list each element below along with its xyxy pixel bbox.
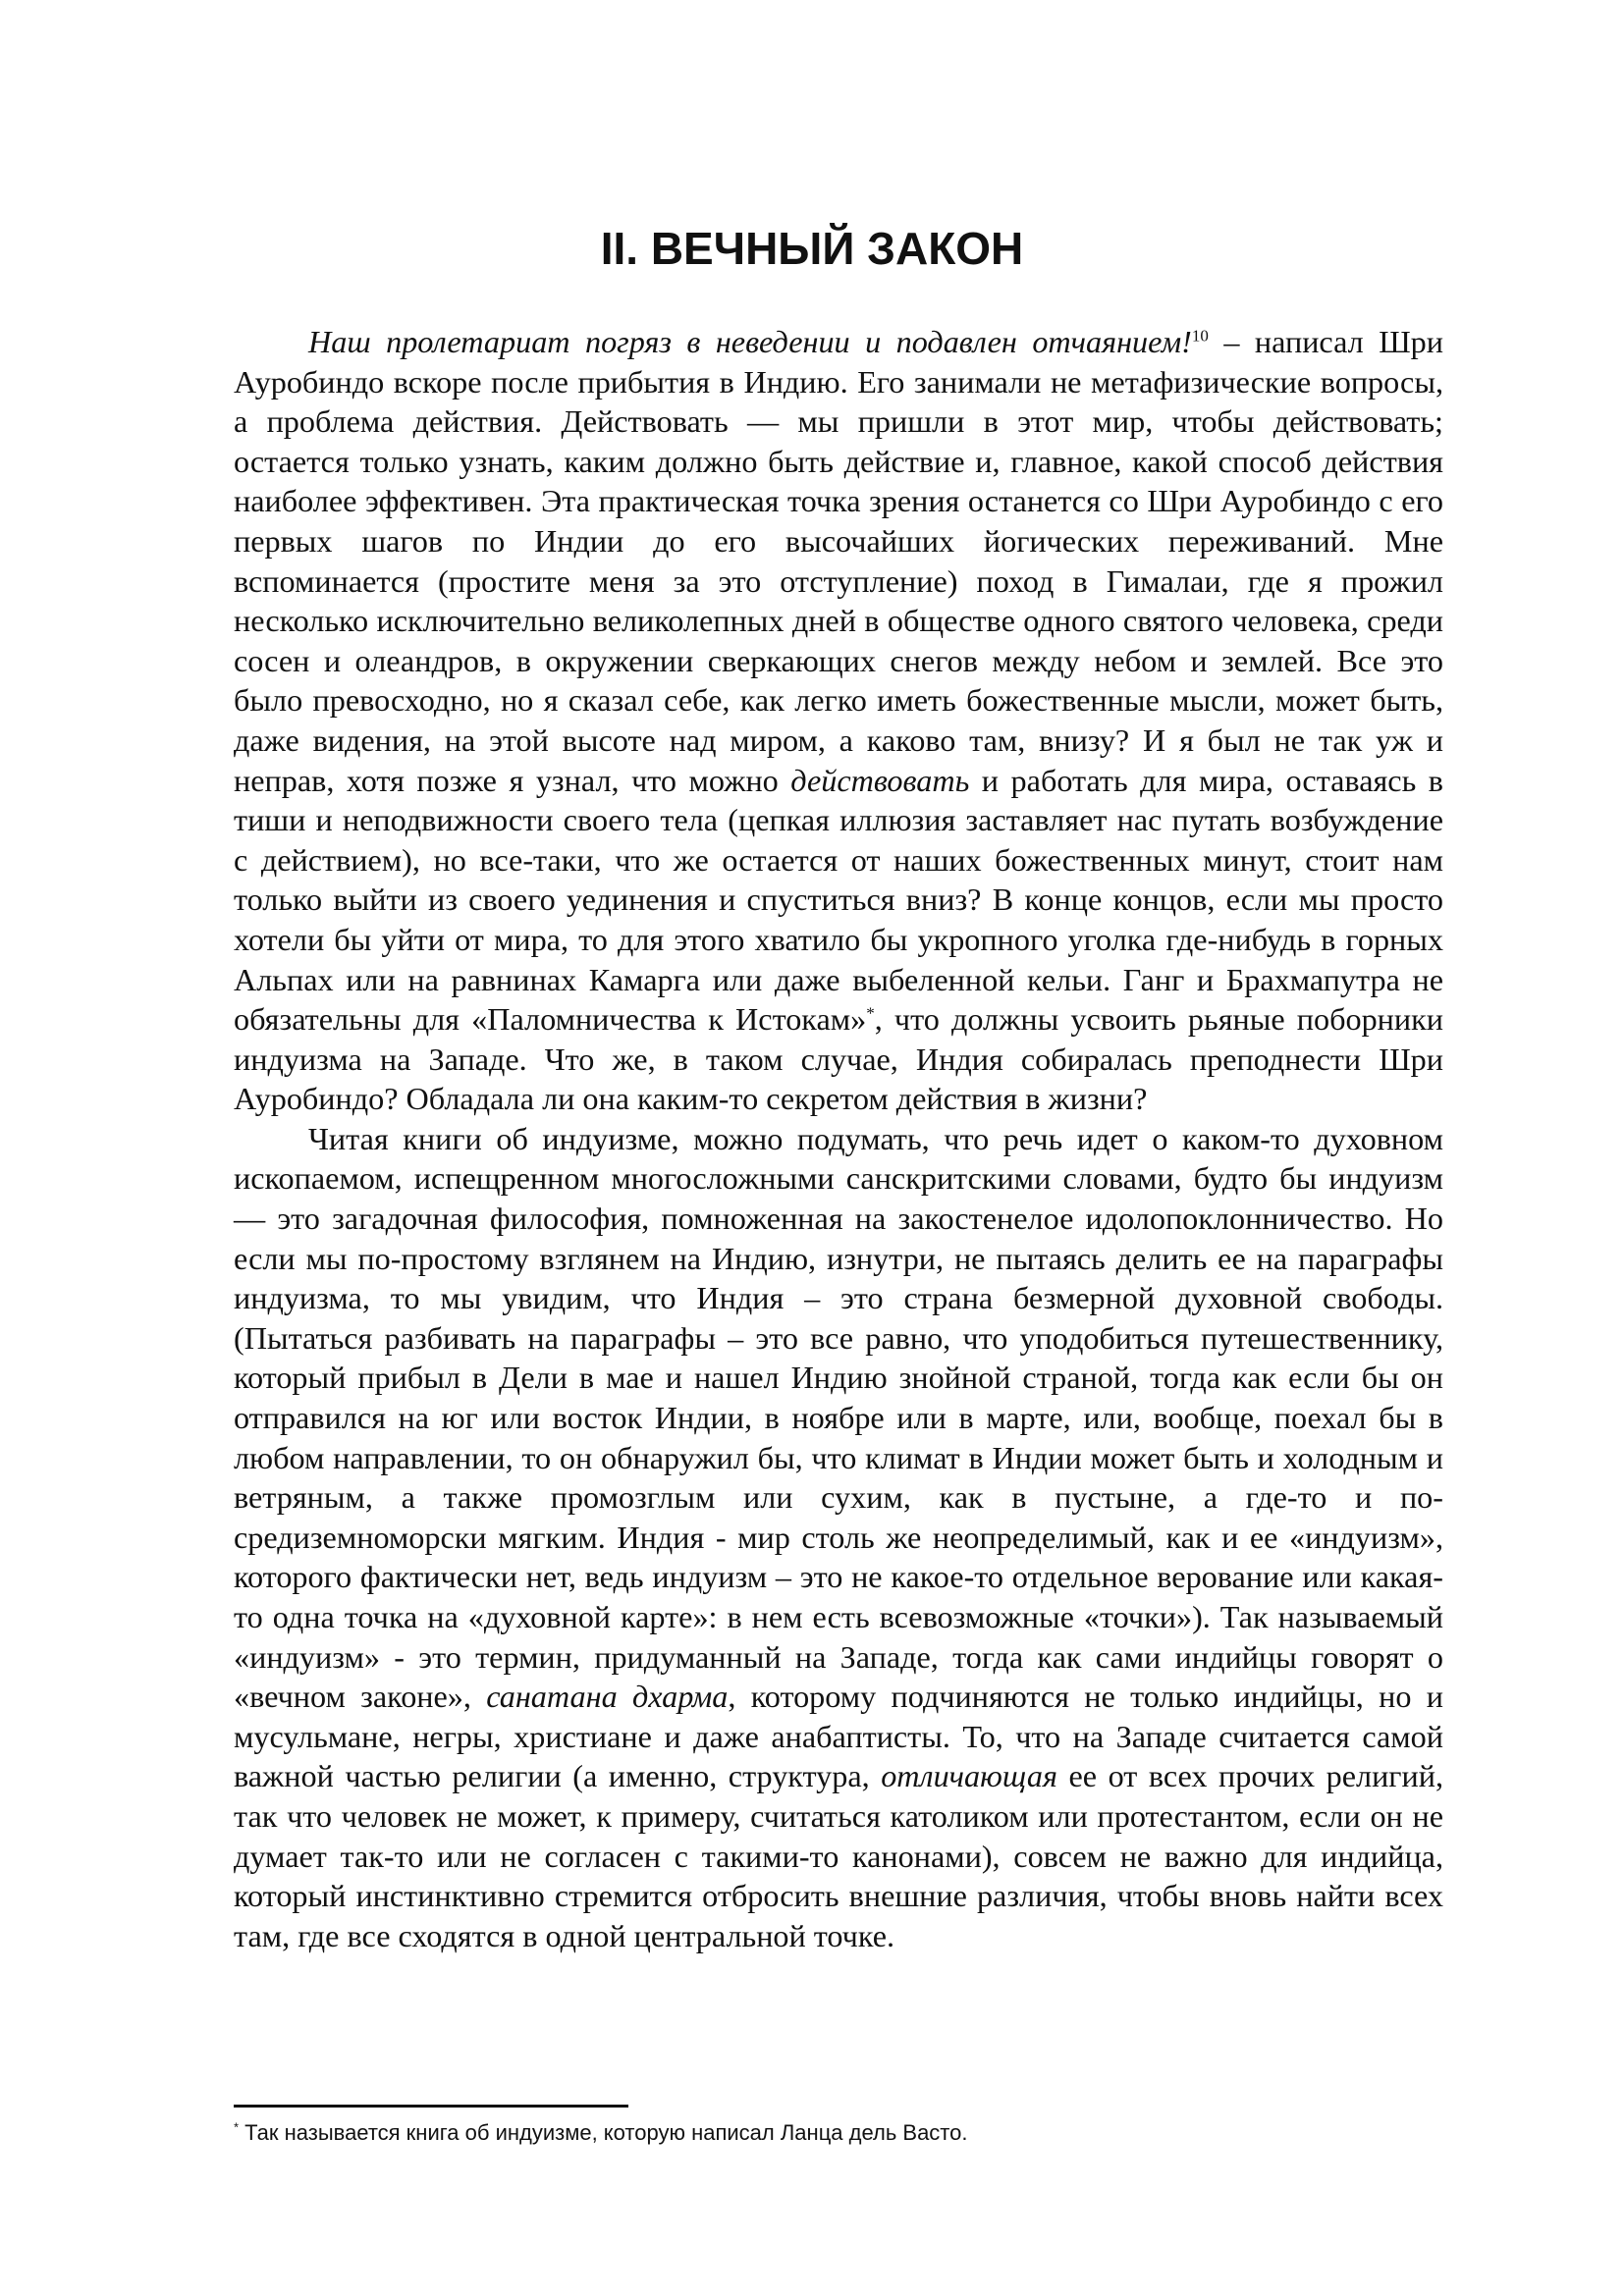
quote-text: Наш пролетариат погряз в неведении и подавлен отчаянием! <box>308 324 1192 359</box>
emphasis-text: отличающая <box>881 1758 1057 1794</box>
paragraph-2 <box>234 1119 1443 1955</box>
chapter-title: II. ВЕЧНЫЙ ЗАКОН <box>600 223 1024 274</box>
emphasis-text: действовать <box>790 762 970 798</box>
paragraph-text: , которому подчиняются не только индийцы, но и мусульмане, негры, христиане и даже анабаптисты. То, что на Западе считается самой важной частью религии (а именно, структура, <box>234 1679 1443 1794</box>
endnote-ref: 10 <box>1191 326 1209 346</box>
paragraph-text: ее от всех прочих религий, так что человек не может, к примеру, считаться католиком или протестантом, если он не думает так-то или не согласен с такими-то канонами), совсем не важно для индийца, который инстинктивно стремится отбросить внешние различия, чтобы вновь найти всех там, где все сходятся в одной центральной точке. <box>234 1758 1443 1953</box>
body-text <box>234 322 1443 1955</box>
footnote-text: Так называется книга об индуизме, которую написал Ланца дель Васто. <box>239 2120 968 2145</box>
paragraph-text: – написал Шри Ауробиндо вскоре после прибытия в Индию. Его занимали не метафизические вопросы, а проблема действия. Действовать — мы пришли в этот мир, чтобы действовать; остается только узнать, каким должно быть действие и, главное, какой способ действия наиболее эффективен. Эта практическая точка зрения останется со Шри Ауробиндо с его первых шагов по Индии до его высочайших йогических переживаний. Мне вспоминается (простите меня за это отступление) поход в Гималаи, где я прожил несколько исключительно великолепных дней в обществе одного святого человека, среди сосен и олеандров, в окружении сверкающих снегов между небом и землей. Все это было превосходно, но я сказал себе, как легко иметь божественные мысли, может быть, даже видения, на этой высоте над миром, а каково там, внизу? И я был не так уж и неправ, хотя позже я узнал, что можно <box>234 324 1443 798</box>
paragraph-text: Читая книги об индуизме, можно подумать, что речь идет о каком-то духовном ископаемом, испещренном многосложными санскритскими словами, будто бы индуизм — это загадочная философия, помноженная на закостенелое идолопоклонничество. Но если мы по-простому взглянем на Индию, изнутри, не пытаясь делить ее на параграфы индуизма, то мы увидим, что Индия – это страна безмерной духовной свободы. (Пытаться разбивать на параграфы – это все равно, что уподобиться путешественнику, который прибыл в Дели в мае и нашел Индию знойной страной, тогда как если бы он отправился на юг или восток Индии, в ноябре или в марте, или, вообще, поехал бы в любом направлении, то он обнаружил бы, что климат в Индии может быть и холодным и ветряным, а также промозглым или сухим, как в пустыне, а где-то и по-средиземноморски мягким. Индия - мир столь же неопределимый, как и ее «индуизм», которого фактически нет, ведь индуизм – это не какое-то отдельное верование или какая-то одна точка на «духовной карте»: в нем есть всевозможные «точки»). Так называемый «индуизм» - это термин, придуманный на Западе, тогда как сами индийцы говорят о «вечном законе», <box>234 1120 1443 1715</box>
paragraph-text: и работать для мира, оставаясь в тиши и неподвижности своего тела (цепкая иллюзия заставляет нас путать возбуждение с действием), но все-таки, что же остается от наших божественных минут, стоит нам только выйти из своего уединения и спуститься вниз? В конце концов, если мы просто хотели бы уйти от мира, то для этого хватило бы укропного уголка где-нибудь в горных Альпах или на равнинах Камарга или даже выбеленной кельи. Ганг и Брахмапутра не обязательны для «Паломничества к Истокам» <box>234 762 1443 1038</box>
paragraph-1 <box>234 322 1443 1119</box>
footnote <box>234 2118 1443 2148</box>
paragraph-text: , что должны усвоить рьяные поборники индуизма на Западе. Что же, в таком случае, Индия собиралась преподнести Шри Ауробиндо? Обладала ли она каким-то секретом действия в жизни? <box>234 1001 1443 1117</box>
footnote-mark: * <box>234 2119 240 2135</box>
emphasis-text: санатана дхарма <box>486 1679 729 1715</box>
footnote-divider <box>234 2105 628 2108</box>
footnote-mark: * <box>866 1003 875 1023</box>
